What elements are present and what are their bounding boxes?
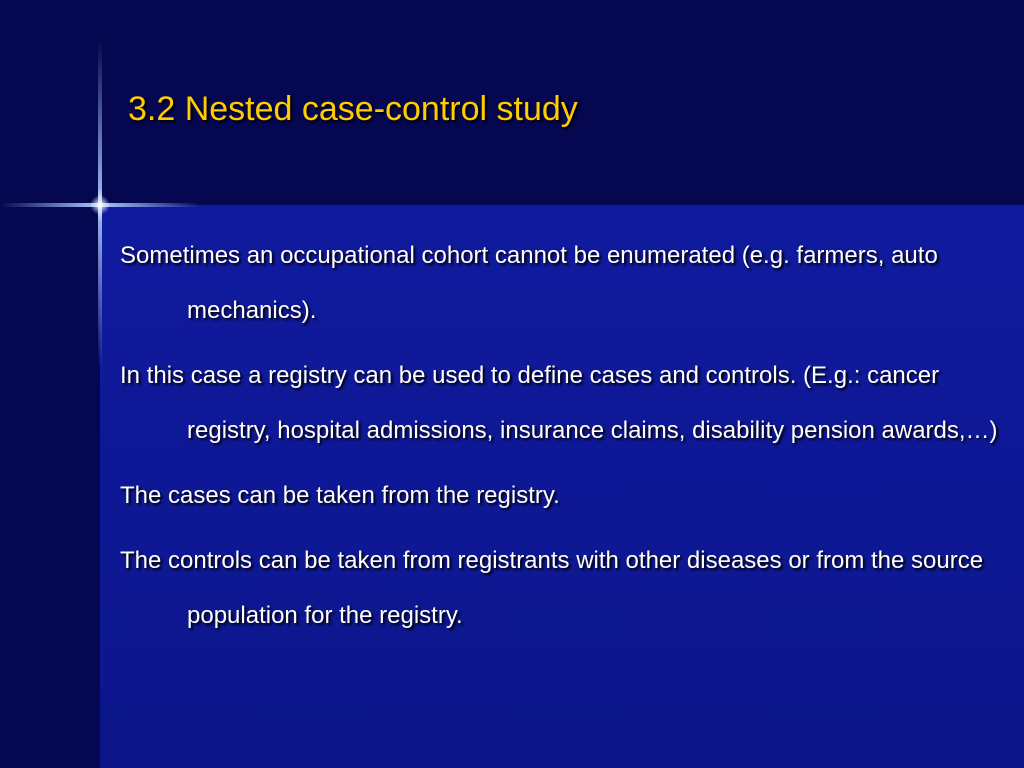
left-band [0,205,100,768]
slide-title: 3.2 Nested case-control study [128,90,578,128]
bullet-list [120,228,1000,653]
sparkle-star-icon [90,195,110,215]
bullet-item: Sometimes an occupational cohort cannot be enumerated (e.g. farmers, auto mechanics). [120,242,938,324]
bullet-item: In this case a registry can be used to define cases and controls. (E.g.: cancer registry, hospital admissions, insurance claims, disability pension awards,…) [120,362,998,444]
bullet-item: The cases can be taken from the registry. [120,482,560,509]
bullet-item: The controls can be taken from registrants with other diseases or from the source population for the registry. [120,547,984,629]
